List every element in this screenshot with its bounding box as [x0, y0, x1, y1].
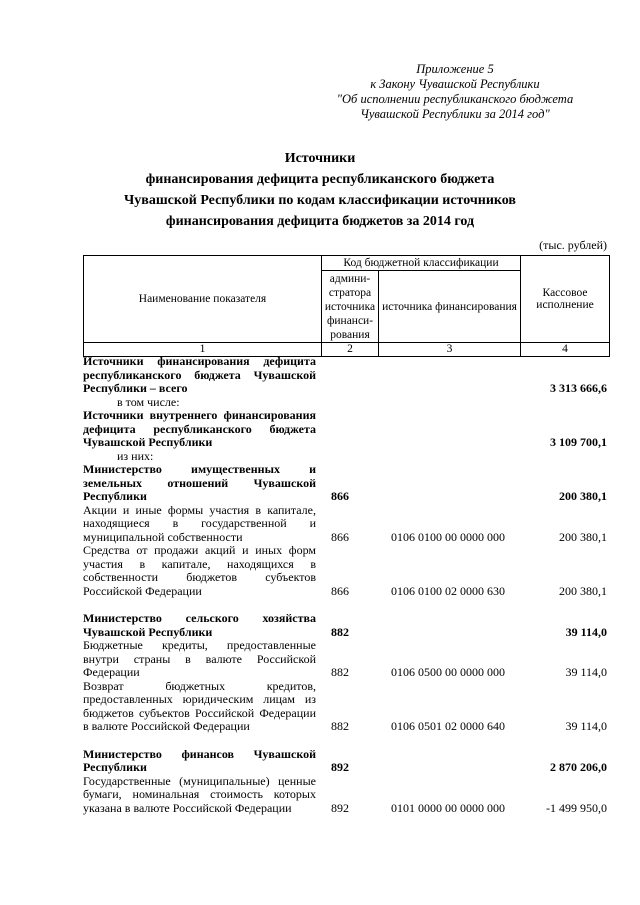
table-row	[83, 544, 609, 598]
header-col-admin: админи-стратора источника финанси-рования	[322, 271, 379, 343]
row-code: 0106 0500 00 0000 000	[391, 665, 505, 679]
row-spacer	[83, 598, 609, 612]
unit-label: (тыс. рублей)	[539, 238, 607, 252]
row-amount: 39 114,0	[565, 719, 607, 733]
row-name: Акции и иные формы участия в капитале, находящиеся в государственной и муниципальной собственности	[83, 502, 316, 544]
header-col-exec: Кассовое исполнение	[521, 256, 610, 343]
row-code: 0106 0501 02 0000 640	[391, 719, 505, 733]
row-admin: 892	[331, 760, 349, 774]
table-row	[83, 680, 609, 734]
appendix-line-1: Приложение 5	[416, 62, 494, 76]
row-admin: 882	[331, 665, 349, 679]
table-row	[83, 639, 609, 680]
table-row	[83, 396, 609, 410]
header-num-2: 2	[322, 343, 379, 357]
row-name: в том числе:	[117, 394, 180, 409]
title-line-2: финансирования дефицита республиканского бюджета	[145, 172, 495, 187]
row-admin: 866	[331, 583, 349, 598]
table-row	[83, 775, 609, 816]
row-code: 0101 0000 00 0000 000	[391, 800, 505, 815]
row-amount: 39 114,0	[565, 665, 607, 679]
row-amount: 200 380,1	[559, 489, 607, 503]
title-line-1: Источники	[284, 151, 356, 166]
appendix-header	[290, 62, 620, 122]
appendix-line-2: к Закону Чувашской Республики	[370, 77, 540, 91]
row-amount: 200 380,1	[559, 529, 607, 544]
row-amount: -1 499 950,0	[546, 800, 607, 815]
row-admin: 866	[331, 529, 349, 544]
row-spacer	[83, 734, 609, 748]
table-row	[83, 748, 609, 775]
row-admin: 866	[331, 489, 349, 503]
header-num-4: 4	[521, 343, 610, 357]
row-name: из них:	[117, 448, 154, 463]
table-row	[83, 409, 609, 450]
row-name: Министерство имущественных и земельных отношений Чувашской Республики	[83, 462, 316, 503]
table-row	[83, 450, 609, 464]
table-row	[83, 463, 609, 504]
row-name: Источники внутреннего финансирования дефицита республиканского бюджета Чувашской Республики	[83, 408, 316, 449]
table-header	[83, 255, 610, 357]
table-body	[83, 355, 609, 815]
table-row	[83, 355, 609, 396]
table-row	[83, 612, 609, 639]
row-name: Бюджетные кредиты, предоставленные внутри страны в валюте Российской Федерации	[83, 638, 316, 679]
appendix-line-4: Чувашской Республики за 2014 год"	[360, 107, 550, 121]
header-col-name: Наименование показателя	[84, 256, 322, 343]
row-amount: 3 313 666,6	[550, 381, 607, 395]
header-num-3: 3	[379, 343, 521, 357]
row-amount: 2 870 206,0	[550, 760, 607, 774]
document-title	[70, 148, 570, 232]
title-line-4: финансирования дефицита бюджетов за 2014 год	[165, 214, 475, 229]
title-line-3: Чувашской Республики по кодам классификации источников	[124, 193, 516, 208]
row-name: Министерство финансов Чувашской Республики	[83, 746, 316, 774]
row-admin: 882	[331, 719, 349, 733]
row-name: Источники финансирования дефицита республиканского бюджета Чувашской Республики – всего	[83, 354, 316, 395]
row-name: Министерство сельского хозяйства Чувашской Республики	[83, 611, 316, 639]
header-num-1: 1	[84, 343, 322, 357]
row-amount: 39 114,0	[565, 624, 607, 639]
row-code: 0106 0100 02 0000 630	[391, 583, 505, 598]
table-row	[83, 504, 609, 545]
row-name: Государственные (муниципальные) ценные бумаги, номинальная стоимость которых указана в валюте Российской Федерации	[83, 773, 316, 815]
row-amount: 3 109 700,1	[550, 435, 607, 449]
header-code-group: Код бюджетной классификации	[322, 256, 521, 271]
row-admin: 882	[331, 624, 349, 639]
row-code: 0106 0100 00 0000 000	[391, 529, 505, 544]
row-amount: 200 380,1	[559, 583, 607, 598]
row-name: Средства от продажи акций и иных форм участия в капитале, находящихся в собственности бюджетов субъектов Российской Федерации	[83, 543, 316, 598]
header-col-source: источника финансирования	[379, 271, 521, 343]
row-admin: 892	[331, 800, 349, 815]
row-name: Возврат бюджетных кредитов, предоставленных юридическим лицам из бюджетов субъектов Российской Федерации в валюте Российской Федерации	[83, 678, 316, 733]
appendix-line-3: "Об исполнении республиканского бюджета	[336, 92, 574, 106]
